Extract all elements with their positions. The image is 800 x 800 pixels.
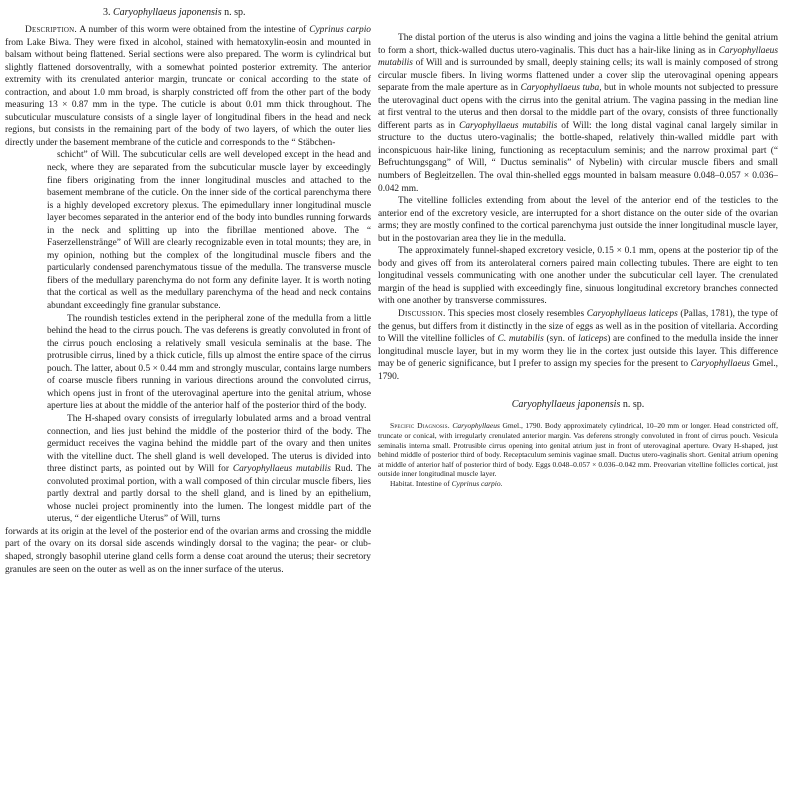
diagnosis-title-suffix: n. sp. bbox=[622, 399, 645, 411]
species-name: Caryophyllaeus mutabilis bbox=[459, 120, 558, 131]
habitat-label: Habitat. bbox=[390, 478, 414, 488]
text-run: This species most closely resembles bbox=[447, 309, 585, 320]
text-run: (syn. of bbox=[546, 334, 576, 345]
species-name: Caryophyllaeus bbox=[690, 359, 750, 370]
vitelline-paragraph: The vitelline follicles extending from about the level of the anterior end of the testicles to the anterior end of the excretory vesicle, are interrupted for a short distance on the outer side of the ovarian arms; they are mostly confined to the cortical parenchyma just outside the inner longitudinal muscle layer, but in the postovarian area they lie in the medulla. bbox=[378, 196, 778, 244]
species-title: Caryophyllaeus japonensis bbox=[113, 7, 222, 18]
excretory-paragraph: The approximately funnel-shaped excretory vesicle, 0.15 × 0.1 mm, opens at the posterior tip of the body and gives off from its anterolateral corners paired main collecting tubules. There are eight to ten longitudinal vessels communicating with one another under the subcuticular cell layer. The crenulated margin of the head is supplied with exceedingly fine, sinuous longitudinal excretory branches connected with one another by transverse commissures. bbox=[378, 246, 778, 307]
diagnosis-paragraph bbox=[378, 421, 778, 479]
section-number: 3. bbox=[103, 7, 111, 18]
diagnosis-heading bbox=[378, 399, 778, 411]
text-run: The H-shaped ovary consists of irregularly lobulated arms and a broad ventral connection, and lies just behind the middle of the posterior third of the body. The germiduct receives the vagina behind the middle part of the ovary and then unites with the vitelline duct. The shell gland is well developed. The uterus is divided into three distinct parts, as pointed out by Will for bbox=[47, 413, 371, 475]
species-name: Caryophyllaeus bbox=[452, 421, 500, 431]
indented-block bbox=[47, 149, 371, 525]
text-run: of Will and is surrounded by small, deeply staining cells; its wall is mainly composed of strong circular muscle fibers. In living worms flattened under a cover slip the uterovaginal opening appears separate from the male aperture as in bbox=[378, 58, 778, 94]
species-name: Cyprinus carpio. bbox=[451, 478, 503, 488]
description-continued: schicht” of Will. The subcuticular cells are well developed except in the head and neck, where they are separated from the subcuticular muscle layer by exceedingly fine fibers originating from the inner longitudinal muscles and attached to the basement membrane of the cuticle. On the inner side of the cortical parenchyma there is a highly developed excretory plexus. The epimedullary inner longitudinal muscle layer becomes separated in the anterior end of the body into bundles running forwards in the neck and splitting up into the fibrillae mentioned above. The “ Faserzellenstränge” of Will are clearly recognizable even in total mounts; they are, in my opinion, nothing but the complex of the longitudinal muscle fibers and the particularly condensed parenchymatous tissue of the medulla. The transverse muscle fibers of the medullary parenchyma do not form any definite layer. It is worth noting that the cortical as well as the medullary parenchyma of the head and neck contains abundant exceedingly fine granular substance. bbox=[47, 150, 371, 312]
text-run: Rud. The convoluted proximal portion, with a wall composed of thin circular muscle fibers, lies partly dextral and partly dorsal to the shell gland, and is lined by an epithelium, whose nuclei project prominently into the lumen. The longest middle part of the uterus, “ der eigentliche Uterus” of Will, turns bbox=[47, 464, 371, 525]
description-label: Description. bbox=[25, 25, 77, 35]
text-run: Intestine of bbox=[415, 478, 450, 488]
testicles-paragraph: The roundish testicles extend in the peripheral zone of the medulla from a little behind the head to the cirrus pouch. The vas deferens is greatly convoluted in front of the cirrus pouch enclosing a relatively small vesicula seminalis at the base. The protrusible cirrus, lined by a thick cuticle, fills up almost the entire space of the cirrus pouch. The latter, about 0.5 × 0.44 mm and strongly muscular, contains large numbers of coarse muscle fibers running in various directions around the convoluted cirrus, which opens just in front of the uterovaginal aperture into the genital atrium, whose aperture lies at about the middle of the anterior half of the posterior third of the body. bbox=[47, 313, 371, 412]
species-name: Caryophyllaeus laticeps bbox=[586, 309, 678, 320]
uterus-paragraph-end: forwards at its origin at the level of the posterior end of the ovarian arms and crossing the middle part of the ovary on its dorsal side ascends windingly dorsal to the vagina; the pear- or club-shaped, strongly basophil uterine gland cells form a dense coat around the uterus; their secretory granules are seen on the outer as well as on the inner surface of the uterus. bbox=[5, 526, 371, 575]
habitat-paragraph bbox=[378, 479, 778, 489]
discussion-label: Discussion. bbox=[398, 309, 446, 320]
uterus-distal-paragraph bbox=[378, 32, 778, 195]
section-heading bbox=[5, 7, 371, 19]
text-run: but in whole mounts not subjected to pressure the uterovaginal duct opens with the cirrus into the genital atrium. The vagina passing in the median line at first ventral to the uterus and then dorsal to the middle part of the ovary, consists of three functionally different parts as in bbox=[378, 83, 778, 131]
species-name: C. mutabilis bbox=[497, 334, 544, 345]
species-name: Caryophyllaeus tuba, bbox=[520, 83, 602, 94]
species-name: Cyprinus carpio bbox=[309, 25, 371, 35]
specific-diagnosis-block bbox=[378, 421, 778, 488]
text-run: A number of this worm were obtained from the intestine of bbox=[79, 25, 307, 35]
discussion-paragraph bbox=[378, 308, 778, 383]
diagnosis-species-title: Caryophyllaeus japonensis bbox=[511, 399, 621, 411]
species-name: Caryophyllaeus mutabilis bbox=[232, 464, 331, 475]
description-paragraph bbox=[5, 24, 371, 149]
text-run: Gmel., 1790. bbox=[378, 359, 779, 382]
text-run: (Pallas, 1781), the type of the genus, but differs from it distinctly in the size of eggs as well as in the position of vitellaria. According to Will the vitelline follicles of bbox=[378, 309, 779, 345]
left-column bbox=[5, 0, 371, 576]
diagnosis-label: Specific Diagnosis. bbox=[390, 421, 450, 431]
ovary-paragraph bbox=[47, 413, 371, 526]
species-name: laticeps bbox=[578, 334, 608, 345]
text-run: Gmel., 1790. Body approximately cylindrical, 10–20 mm or longer. Head constricted off, truncate or conical, with irregularly crenulated anterior margin. Vas deferens strongly convoluted in front of cirrus pouch. Vesicula seminalis interna small. Protrusible cirrus opening into genital atrium just in front of uterovaginal aperture. Ovary H-shaped, just behind middle of posterior third of body. Receptaculum seminis vaginae small. Ductus utero-vaginalis short. Genital atrium opening at middle of anterior half of posterior third of body. Eggs 0.048–0.057 × 0.036–0.042 mm. Preovarian vitelline follicles cortical, just outside inner longitudinal muscle layer. bbox=[378, 421, 779, 479]
species-title-suffix: n. sp. bbox=[224, 7, 246, 18]
text-run: from Lake Biwa. They were fixed in alcohol, stained with hematoxylin-eosin and mounted in balsam without being flattened. Serial sections were also prepared. The worm is cylindrical but slightly flattened dorsoventrally, with a somewhat pointed posterior extremity. The anterior extremity with its crenulated anterior margin, truncate or conical according to the state of contraction, and about 1.0 mm broad, is sharply constricted off from the other part of the body measuring 13 × 0.87 mm in the type. The cuticle is about 0.01 mm thick throughout. The subcuticular musculature consists of a single layer of longitudinal fibers in the head and neck regions, but consists in the remaining part of the body of two layers, of which the outer lies directly under the basement membrane of the cuticle and corresponds to the “ Stäbchen- bbox=[5, 37, 371, 148]
species-name: Caryophyllaeus mutabilis bbox=[378, 45, 778, 69]
text-run: of Will: the long distal vaginal canal largely similar in structure to the ductus utero-vaginalis; the bottle-shaped, relatively thin-walled middle part with inconspicuous hair-like lining, functioning as receptaculum seminis; and the narrow proximal part (“ Befruchtungsgang” of Will, “ Ductus seminalis” of Nybelin) with circular muscle fibers and small numbers of Begleitzellen. The oval thin-shelled eggs mounted in balsam measure 0.048–0.057 × 0.036–0.042 mm. bbox=[378, 120, 778, 194]
text-run: The distal portion of the uterus is also winding and joins the vagina a little behind the genital atrium to form a short, thick-walled ductus utero-vaginalis. This duct has a hair-like lining as in bbox=[378, 33, 778, 56]
right-column bbox=[378, 32, 778, 488]
text-run: ) are confined to the medulla inside the inner longitudinal muscle layer, but in my worm they lie in the cortex just outside this layer. This difference may be of generic significance, but I prefer to assign my species for the present to bbox=[378, 334, 779, 370]
